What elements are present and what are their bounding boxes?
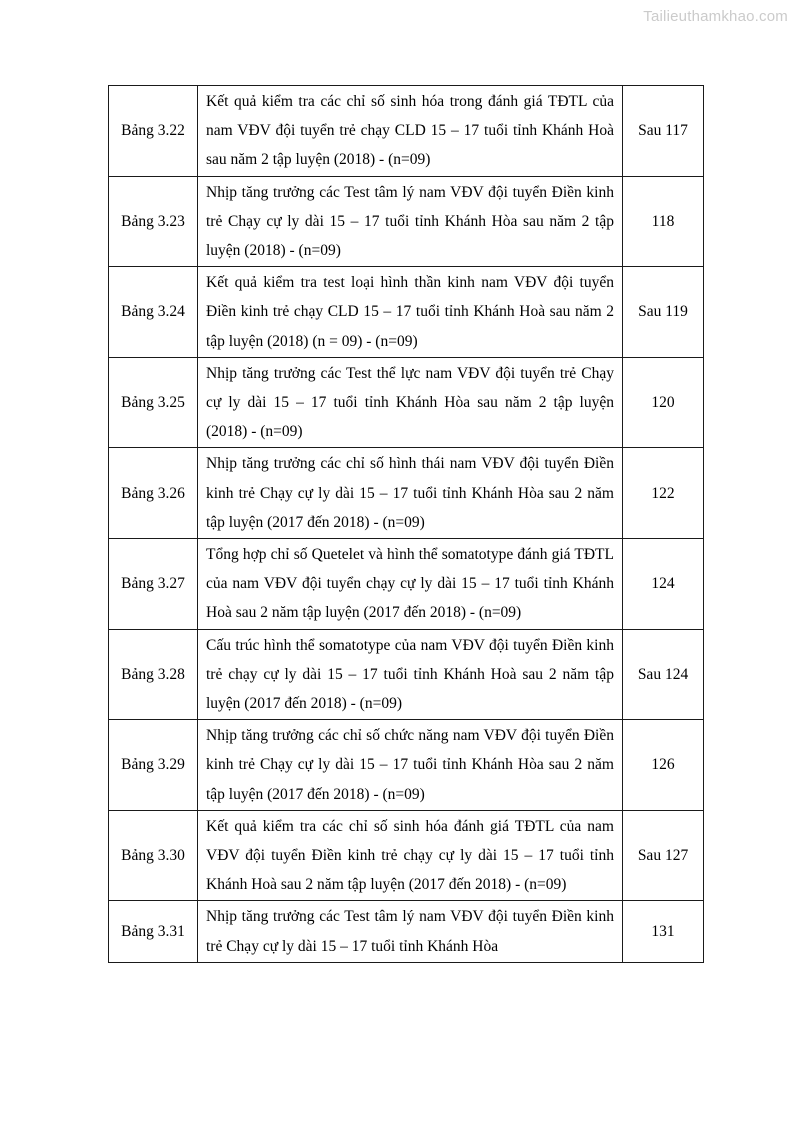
table-row: [109, 810, 704, 901]
table-label-cell: Bảng 3.25: [109, 357, 198, 448]
table-row: [109, 86, 704, 177]
table-label-cell: Bảng 3.22: [109, 86, 198, 177]
page-number-cell: Sau 127: [623, 810, 704, 901]
page-number-cell: Sau 117: [623, 86, 704, 177]
page-number-cell: Sau 119: [623, 267, 704, 358]
watermark: Tailieuthamkhao.com: [643, 8, 788, 25]
table-row: [109, 267, 704, 358]
table-label-cell: Bảng 3.30: [109, 810, 198, 901]
table-description-cell: Nhịp tăng trưởng các chỉ số hình thái nam VĐV đội tuyển Điền kinh trẻ Chạy cự ly dài 15 – 17 tuổi tỉnh Khánh Hòa sau 2 năm tập luyện (2017 đến 2018) - (n=09): [198, 448, 623, 539]
table-row: [109, 176, 704, 267]
page-number-cell: 126: [623, 720, 704, 811]
page-number-cell: 120: [623, 357, 704, 448]
table-row: [109, 539, 704, 630]
table-label-cell: Bảng 3.24: [109, 267, 198, 358]
table-row: [109, 720, 704, 811]
table-description-cell: Tổng hợp chỉ số Quetelet và hình thể somatotype đánh giá TĐTL của nam VĐV đội tuyển chạy cự ly dài 15 – 17 tuổi tỉnh Khánh Hoà sau 2 năm tập luyện (2017 đến 2018) - (n=09): [198, 539, 623, 630]
table-label-cell: Bảng 3.29: [109, 720, 198, 811]
table-description-cell: Kết quả kiểm tra các chỉ số sinh hóa trong đánh giá TĐTL của nam VĐV đội tuyển trẻ chạy CLD 15 – 17 tuổi tỉnh Khánh Hoà sau năm 2 tập luyện (2018) - (n=09): [198, 86, 623, 177]
table-description-cell: Nhịp tăng trưởng các chỉ số chức năng nam VĐV đội tuyển Điền kinh trẻ Chạy cự ly dài 15 – 17 tuổi tỉnh Khánh Hòa sau 2 năm tập luyện (2017 đến 2018) - (n=09): [198, 720, 623, 811]
table-description-cell: Cấu trúc hình thể somatotype của nam VĐV đội tuyển Điền kinh trẻ chạy cự ly dài 15 – 17 tuổi tỉnh Khánh Hoà sau 2 năm tập luyện (2017 đến 2018) - (n=09): [198, 629, 623, 720]
table-label-cell: Bảng 3.31: [109, 901, 198, 962]
table-description-cell: Nhịp tăng trưởng các Test tâm lý nam VĐV đội tuyển Điền kinh trẻ Chạy cự ly dài 15 – 17 tuổi tỉnh Khánh Hòa: [198, 901, 623, 962]
table-description-cell: Nhịp tăng trưởng các Test tâm lý nam VĐV đội tuyển Điền kinh trẻ Chạy cự ly dài 15 – 17 tuổi tỉnh Khánh Hòa sau năm 2 tập luyện (2018) - (n=09): [198, 176, 623, 267]
table-description-cell: Kết quả kiểm tra các chỉ số sinh hóa đánh giá TĐTL của nam VĐV đội tuyển Điền kinh trẻ chạy cự ly dài 15 – 17 tuổi tỉnh Khánh Hoà sau 2 năm tập luyện (2017 đến 2018) - (n=09): [198, 810, 623, 901]
table-label-cell: Bảng 3.26: [109, 448, 198, 539]
table-label-cell: Bảng 3.23: [109, 176, 198, 267]
list-of-tables-body: [109, 86, 704, 963]
table-description-cell: Kết quả kiểm tra test loại hình thần kinh nam VĐV đội tuyển Điền kinh trẻ chạy CLD 15 – 17 tuổi tỉnh Khánh Hoà sau năm 2 tập luyện (2018) (n = 09) - (n=09): [198, 267, 623, 358]
page-number-cell: 131: [623, 901, 704, 962]
table-description-cell: Nhịp tăng trưởng các Test thể lực nam VĐV đội tuyển trẻ Chạy cự ly dài 15 – 17 tuổi tỉnh Khánh Hòa sau năm 2 tập luyện (2018) - (n=09): [198, 357, 623, 448]
page-number-cell: 122: [623, 448, 704, 539]
list-of-tables: [108, 85, 704, 963]
table-row: [109, 357, 704, 448]
table-row: [109, 629, 704, 720]
page-number-cell: Sau 124: [623, 629, 704, 720]
table-row: [109, 901, 704, 962]
table-label-cell: Bảng 3.27: [109, 539, 198, 630]
page-number-cell: 118: [623, 176, 704, 267]
page-number-cell: 124: [623, 539, 704, 630]
table-row: [109, 448, 704, 539]
table-label-cell: Bảng 3.28: [109, 629, 198, 720]
